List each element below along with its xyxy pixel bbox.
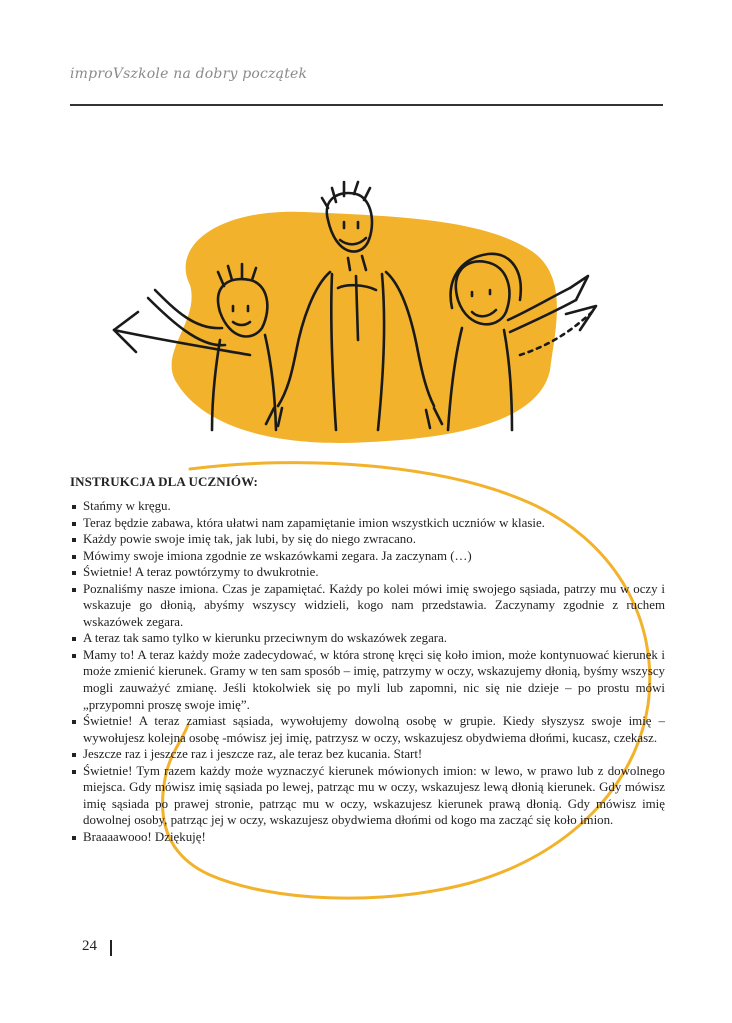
section-heading: INSTRUKCJA DLA UCZNIÓW: [70, 474, 258, 489]
instructions-section [70, 474, 665, 845]
running-header [70, 66, 663, 82]
list-item: Braaaawooo! Dziękuję! [70, 829, 665, 846]
list-item: Każdy powie swoje imię tak, jak lubi, by się do niego zwracano. [70, 531, 665, 548]
header-rule [70, 104, 663, 106]
header-title: improVszkole na dobry początek [70, 66, 308, 82]
list-item: Mówimy swoje imiona zgodnie ze wskazówkami zegara. Ja zaczynam (…) [70, 548, 665, 565]
list-item: Stańmy w kręgu. [70, 498, 665, 515]
list-item: Poznaliśmy nasze imiona. Czas je zapamiętać. Każdy po kolei mówi imię swojego sąsiada, patrzy mu w oczy i wskazuje go dłonią, abyśmy wszyscy widzieli, kogo nam przedstawia. Zaczynamy zgodnie z ruchem wskazówek zegara. [70, 581, 665, 631]
list-item: Jeszcze raz i jeszcze raz i jeszcze raz, ale teraz bez kucania. Start! [70, 746, 665, 763]
list-item: Teraz będzie zabawa, która ułatwi nam zapamiętanie imion wszystkich uczniów w klasie. [70, 515, 665, 532]
list-item: A teraz tak samo tylko w kierunku przeciwnym do wskazówek zegara. [70, 630, 665, 647]
list-item: Świetnie! A teraz zamiast sąsiada, wywołujemy dowolną osobę w grupie. Kiedy słyszysz swoje imię – wywołujesz kolejna osobę -mówisz jej imię, patrzysz w oczy, wskazujesz obydwiema dłońmi, kucasz, czekasz. [70, 713, 665, 746]
page-number-divider [110, 940, 112, 956]
list-item: Mamy to! A teraz każdy może zadecydować, w która stronę kręci się koło imion, może kontynuować kierunek i może zmienić kierunek. Gramy w ten sam sposób – imię, patrzymy w oczy, wskazujemy dłonią, byśmy wszyscy mogli zauważyć zmianę. Jeśli ktokolwiek się po myli lub zapomni, nic się nie dzieje – po prostu mówi „przypomni proszę swoje imię”. [70, 647, 665, 713]
instructions-list [70, 498, 665, 845]
page-number: 24 [82, 938, 97, 954]
list-item: Świetnie! A teraz powtórzymy to dwukrotnie. [70, 564, 665, 581]
three-people-pointing-illustration [100, 180, 610, 455]
list-item: Świetnie! Tym razem każdy może wyznaczyć kierunek mówionych imion: w lewo, w prawo lub z dowolnego miejsca. Gdy mówisz imię sąsiada po lewej, patrząc mu w oczy, wskazujesz lewą dłonią kierunek. Gdy mówisz imię sąsiada po prawej stronie, patrząc mu w oczy, wskazujesz kierunek prawą dłonią. Gdy mówisz imię dowolnej osoby, patrząc jej w oczy, wskazujesz obydwiema dłońmi od kogo ma zacząć się koło imion. [70, 763, 665, 829]
